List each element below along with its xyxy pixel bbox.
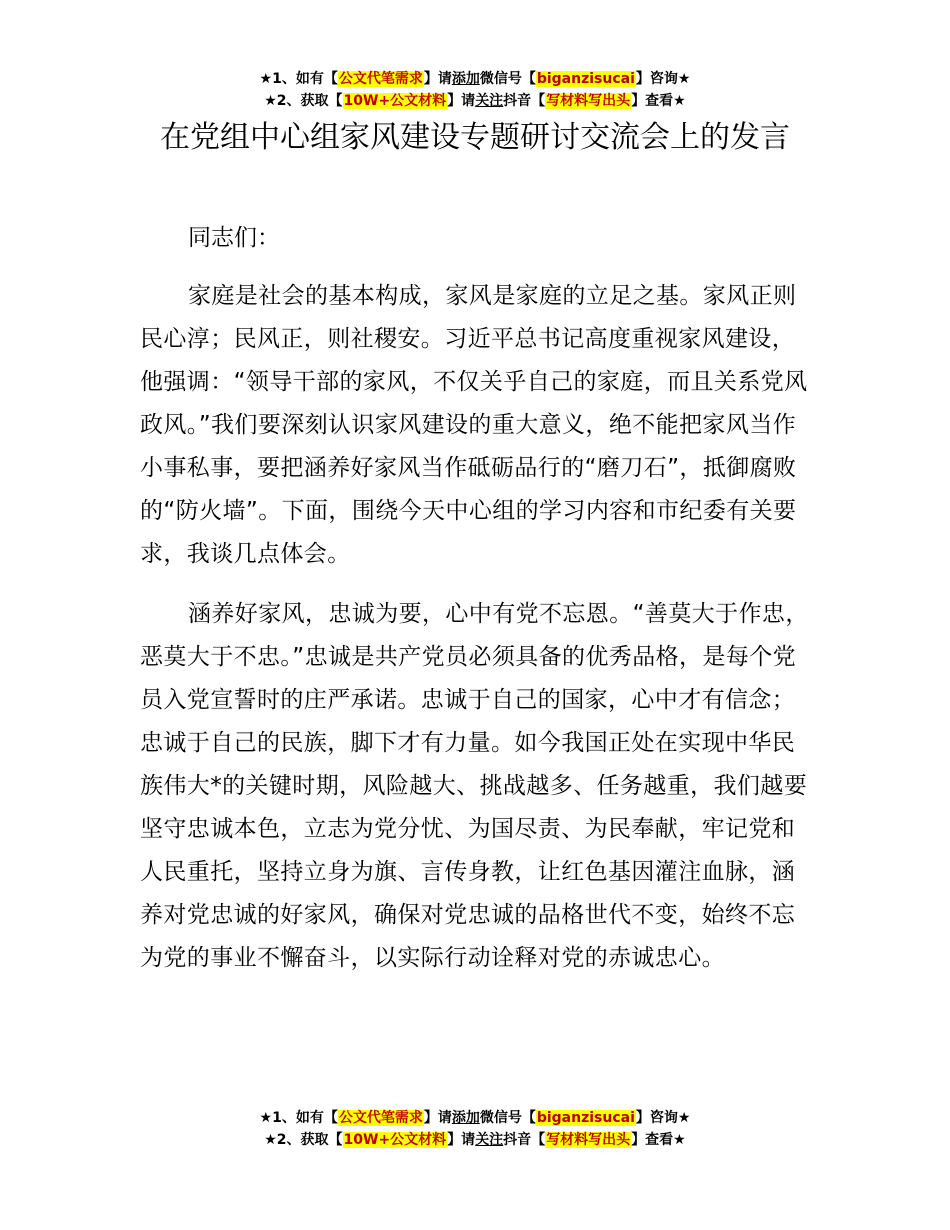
header-banner bbox=[0, 68, 950, 112]
banner-line-2: ★2、获取【10W+公文材料】请关注抖音【写材料写出头】查看★ bbox=[264, 1132, 686, 1148]
paragraph-2: 涵养好家风，忠诚为要，心中有党不忘恩。“善莫大于作忠，恶莫大于不忠。”忠诚是共产党员必须具备的优秀品格，是每个党员入党宣誓时的庄严承诺。忠诚于自己的国家，心中才有信念；忠诚于自己的民族，脚下才有力量。如今我国正处在实现中华民族伟大*的关键时期，风险越大、挑战越多、任务越重，我们越要坚守忠诚本色，立志为党分忧、为国尽责、为民奉献，牢记党和人民重托，坚持立身为旗、言传身教，让红色基因灌注血脉，涵养对党忠诚的好家风，确保对党忠诚的品格世代不变，始终不忘为党的事业不懈奋斗，以实际行动诠释对党的赤诚忠心。 bbox=[140, 601, 809, 971]
highlight-materials: 10W+公文材料 bbox=[343, 1132, 447, 1148]
highlight-douyin: 写材料写出头 bbox=[546, 93, 631, 109]
footer-banner bbox=[0, 1107, 950, 1151]
document-title: 在党组中心组家风建设专题研讨交流会上的发言 bbox=[160, 120, 790, 155]
salutation: 同志们： bbox=[188, 225, 280, 251]
paragraph-1: 家庭是社会的基本构成，家风是家庭的立足之基。家风正则民心淳；民风正，则社稷安。习近平总书记高度重视家风建设，他强调：“领导干部的家风，不仅关乎自己的家庭，而且关系党风政风。”我们要深刻认识家风建设的重大意义，绝不能把家风当作小事私事，要把涵养好家风当作砥砺品行的“磨刀石”，抵御腐败的“防火墙”。下面，围绕今天中心组的学习内容和市纪委有关要求，我谈几点体会。 bbox=[140, 283, 808, 567]
highlight-wechat-id: biganzisucai bbox=[536, 71, 635, 87]
highlight-wechat-id: biganzisucai bbox=[536, 1110, 635, 1126]
banner-line-1: ★1、如有【公文代笔需求】请添加微信号【biganzisucai】咨询★ bbox=[259, 71, 691, 87]
highlight-materials: 10W+公文材料 bbox=[343, 93, 447, 109]
highlight-douyin: 写材料写出头 bbox=[546, 1132, 631, 1148]
highlight-service: 公文代笔需求 bbox=[338, 1110, 423, 1126]
banner-line-2: ★2、获取【10W+公文材料】请关注抖音【写材料写出头】查看★ bbox=[264, 93, 686, 109]
banner-line-1: ★1、如有【公文代笔需求】请添加微信号【biganzisucai】咨询★ bbox=[259, 1110, 691, 1126]
document-body bbox=[140, 218, 812, 980]
highlight-service: 公文代笔需求 bbox=[338, 71, 423, 87]
